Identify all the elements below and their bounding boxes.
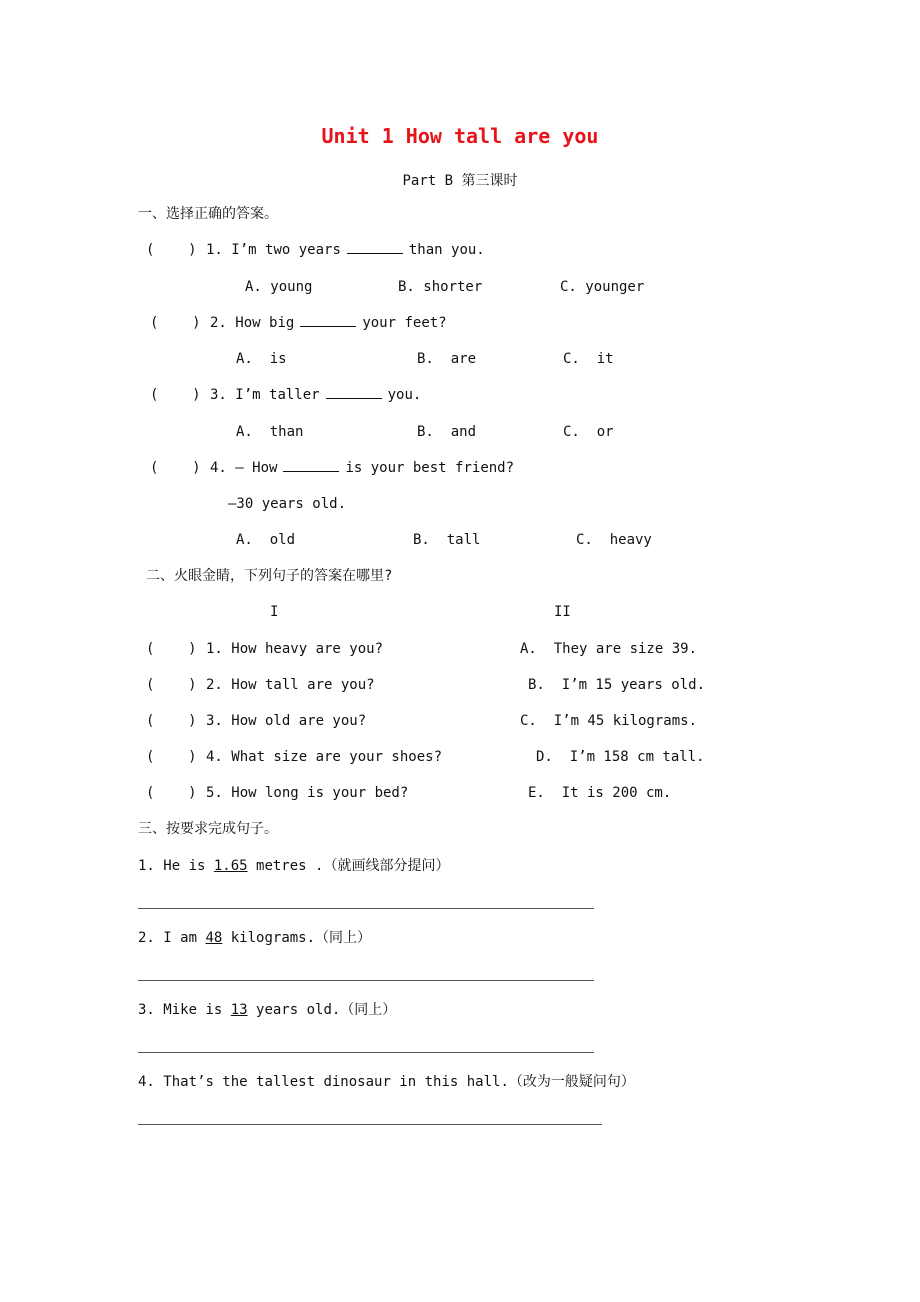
question-4: ( ) 4. — How is your best friend? (150, 460, 515, 476)
option-c: C. heavy (576, 532, 652, 548)
match-left-3: ( ) 3. How old are you? (146, 713, 367, 729)
answer-paren[interactable]: ( ) (146, 677, 197, 693)
question-1: ( ) 1. I’m two years than you. (146, 242, 485, 258)
answer-line[interactable] (138, 980, 594, 981)
option-c: C. it (563, 351, 614, 367)
answer-paren[interactable]: ( ) (146, 749, 197, 765)
option-b: B. and (417, 424, 477, 440)
option-c: C. younger (560, 279, 645, 295)
option-a: A. than (236, 424, 304, 440)
match-left-1: ( ) 1. How heavy are you? (146, 641, 384, 657)
match-left-5: ( ) 5. How long is your bed? (146, 785, 409, 801)
answer-paren[interactable]: ( ) (146, 641, 197, 657)
rewrite-item-3: 3. Mike is 13 years old.（同上） (138, 1002, 397, 1018)
match-right-d: D. I’m 158 cm tall. (536, 749, 705, 765)
answer-paren[interactable]: ( ) (146, 242, 197, 258)
match-right-b: B. I’m 15 years old. (528, 677, 706, 693)
section1-heading: 一、选择正确的答案。 (138, 206, 278, 222)
option-b: B. are (417, 351, 477, 367)
rewrite-item-2: 2. I am 48 kilograms.（同上） (138, 930, 372, 946)
option-b: B. shorter (398, 279, 483, 295)
section3-heading: 三、按要求完成句子。 (138, 821, 278, 837)
answer-blank[interactable] (347, 241, 403, 254)
rewrite-item-4: 4. That’s the tallest dinosaur in this hall.（改为一般疑问句） (138, 1074, 635, 1090)
page-subtitle: Part B 第三课时 (402, 173, 518, 189)
page-title: Unit 1 How tall are you (321, 124, 599, 148)
option-b: B. tall (413, 532, 481, 548)
section2-heading: 二、火眼金睛，下列句子的答案在哪里? (146, 568, 393, 584)
question-3: ( ) 3. I’m taller you. (150, 387, 422, 403)
match-right-c: C. I’m 45 kilograms. (520, 713, 698, 729)
option-c: C. or (563, 424, 614, 440)
option-a: A. old (236, 532, 296, 548)
answer-paren[interactable]: ( ) (150, 315, 201, 331)
column-i-header: I (270, 604, 279, 620)
option-a: A. is (236, 351, 287, 367)
question-4-reply: —30 years old. (228, 496, 347, 512)
answer-paren[interactable]: ( ) (150, 387, 201, 403)
question-2: ( ) 2. How big your feet? (150, 315, 447, 331)
rewrite-item-1: 1. He is 1.65 metres .（就画线部分提问） (138, 858, 450, 874)
match-right-e: E. It is 200 cm. (528, 785, 672, 801)
answer-blank[interactable] (326, 386, 382, 399)
match-right-a: A. They are size 39. (520, 641, 698, 657)
answer-blank[interactable] (300, 314, 356, 327)
option-a: A. young (245, 279, 313, 295)
answer-paren[interactable]: ( ) (146, 713, 197, 729)
match-left-2: ( ) 2. How tall are you? (146, 677, 375, 693)
answer-line[interactable] (138, 1052, 594, 1053)
answer-line[interactable] (138, 1124, 602, 1125)
answer-paren[interactable]: ( ) (146, 785, 197, 801)
answer-line[interactable] (138, 908, 594, 909)
match-left-4: ( ) 4. What size are your shoes? (146, 749, 443, 765)
column-ii-header: II (554, 604, 571, 620)
answer-blank[interactable] (283, 459, 339, 472)
answer-paren[interactable]: ( ) (150, 460, 201, 476)
